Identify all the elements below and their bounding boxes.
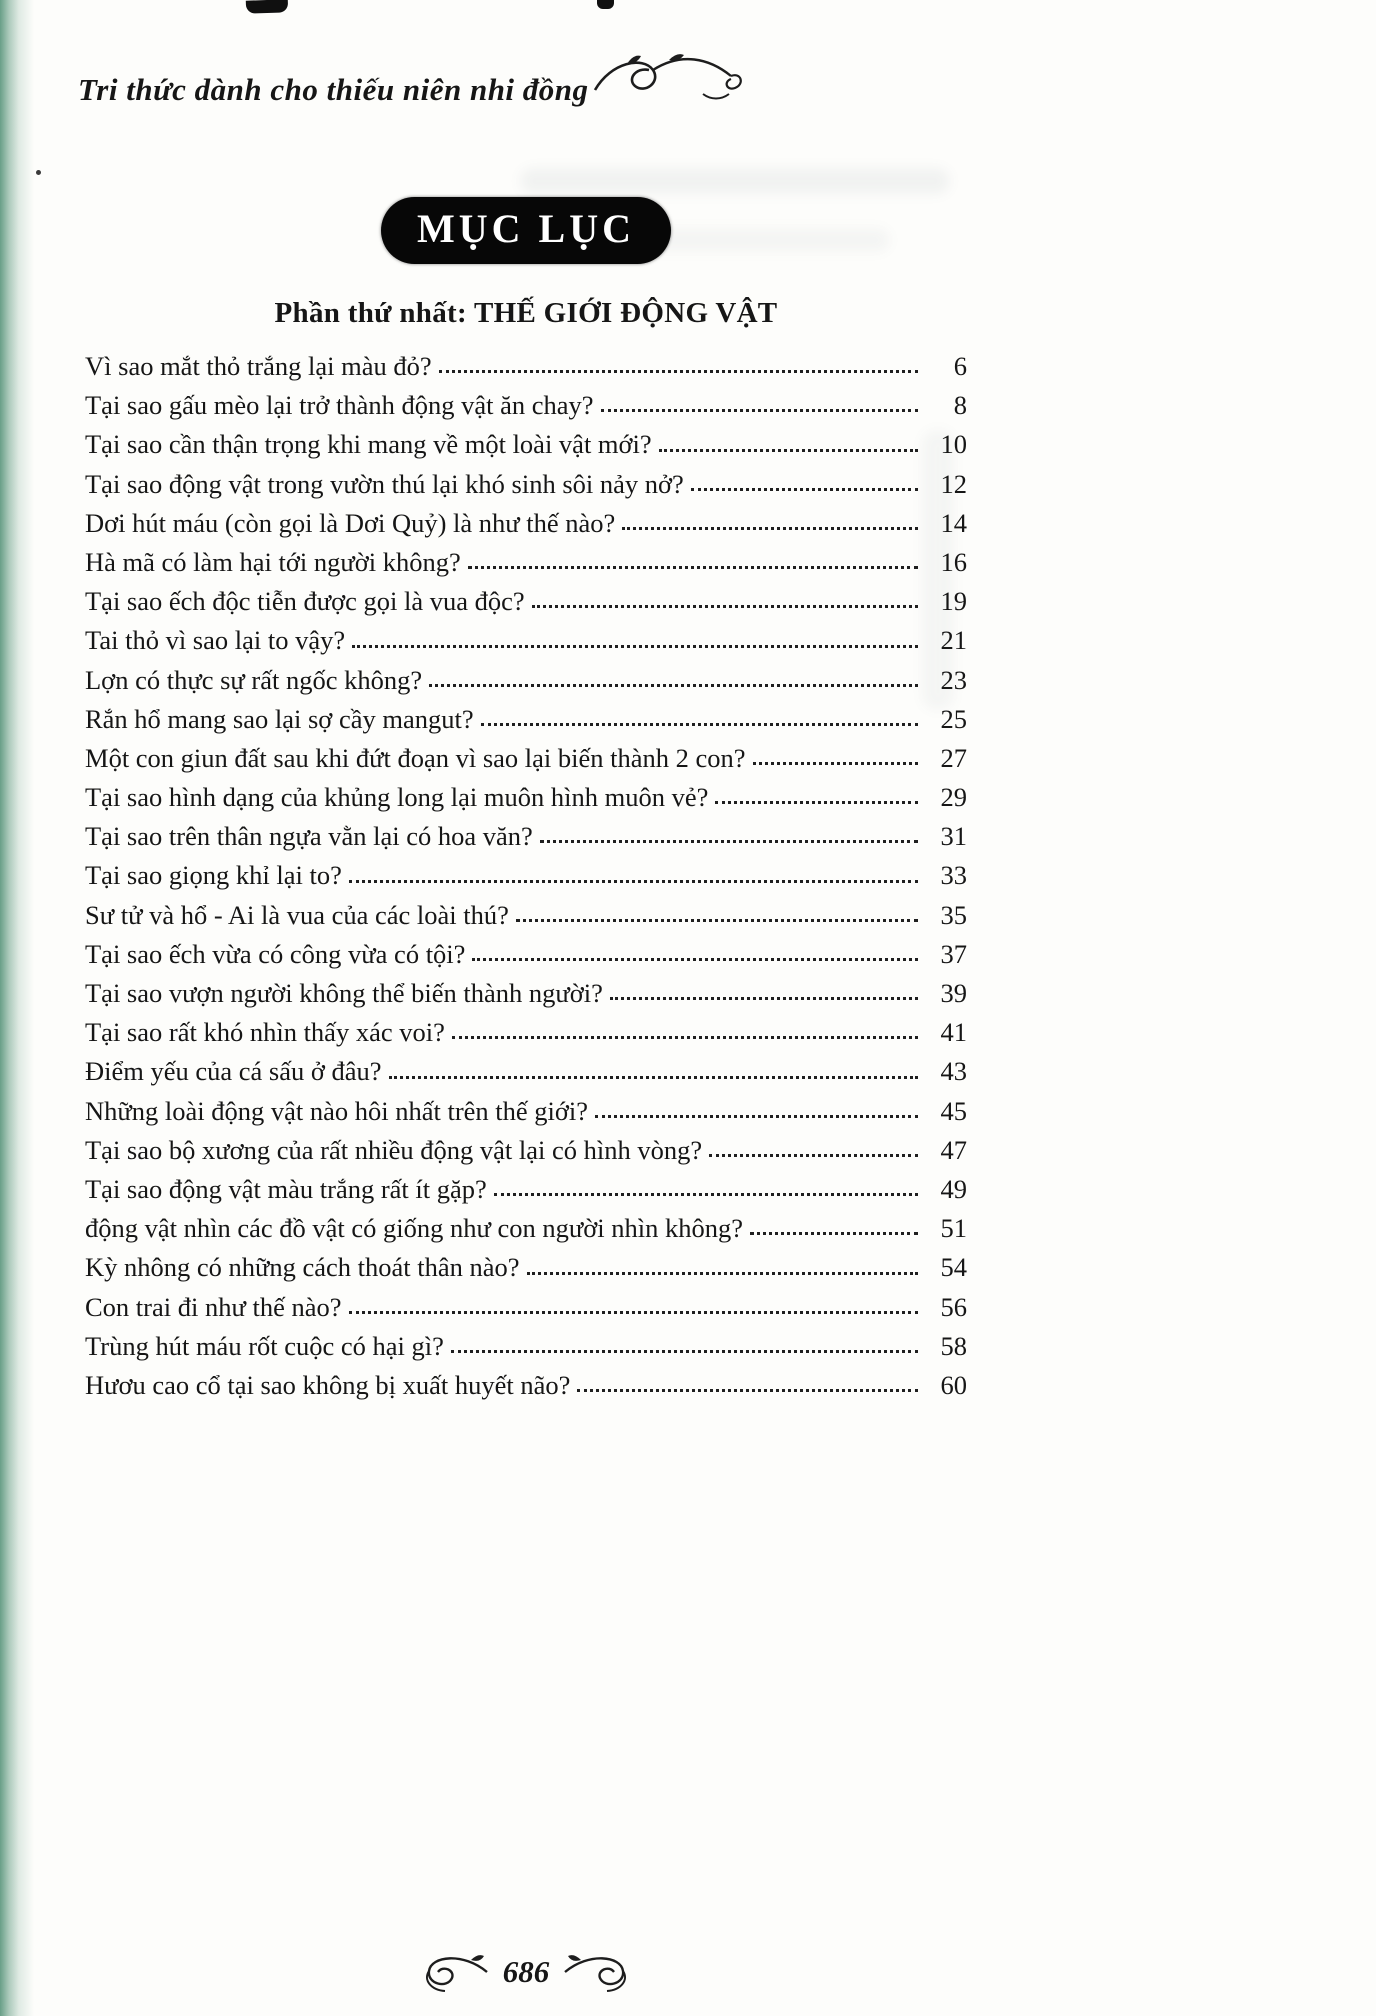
toc-entry-page: 54 [940, 1252, 967, 1283]
toc-entry-title: Rắn hổ mang sao lại sợ cầy mangut? [85, 703, 474, 734]
toc-entry-title: Kỳ nhông có những cách thoát thân nào? [85, 1252, 520, 1283]
dot-leader [750, 1232, 918, 1235]
toc-entry-page: 49 [940, 1173, 967, 1204]
toc-entry-title: Tại sao bộ xương của rất nhiều động vật lại có hình vòng? [85, 1134, 703, 1165]
toc-entry [85, 580, 967, 619]
dot-leader [389, 1076, 918, 1079]
toc-entry [85, 1050, 967, 1089]
toc-entry-page: 23 [940, 664, 967, 695]
toc-entry [85, 1090, 967, 1129]
toc-entry-title: Hà mã có làm hại tới người không? [85, 546, 461, 577]
dot-leader [516, 919, 918, 922]
dot-leader [691, 488, 918, 491]
page-number: 686 [502, 1954, 550, 1989]
scan-artifact [597, 0, 614, 9]
dot-leader [429, 684, 918, 687]
toc-entry-page: 47 [940, 1134, 967, 1165]
toc-entry-title: Hươu cao cổ tại sao không bị xuất huyết não? [85, 1369, 571, 1400]
toc-entry-title: Lợn có thực sự rất ngốc không? [85, 664, 423, 695]
dot-leader [595, 1115, 918, 1118]
dot-leader [577, 1389, 918, 1392]
toc-entry-page: 56 [940, 1291, 967, 1322]
toc-entry-page: 43 [940, 1056, 967, 1087]
section-heading: Phần thứ nhất: THẾ GIỚI ĐỘNG VẬT [274, 297, 778, 329]
dot-leader [532, 605, 918, 608]
toc-entry-page: 21 [940, 625, 967, 656]
dot-leader [349, 880, 918, 883]
dot-leader [753, 762, 918, 765]
dot-leader [468, 566, 918, 569]
toc-entry [85, 619, 967, 658]
toc-entry-title: Những loài động vật nào hôi nhất trên thế giới? [85, 1095, 589, 1126]
toc-entry [85, 1207, 967, 1246]
dot-leader [349, 1311, 919, 1314]
toc-entry-title: Tại sao rất khó nhìn thấy xác voi? [85, 1017, 445, 1048]
toc-entry-page: 16 [940, 546, 967, 577]
toc-entry [85, 1246, 967, 1285]
toc-entry-page: 39 [940, 978, 967, 1009]
scan-artifact [246, 0, 288, 14]
toc-entry-title: Trùng hút máu rốt cuộc có hại gì? [85, 1330, 444, 1361]
toc-entry-page: 25 [940, 703, 967, 734]
dot-leader [452, 1036, 918, 1039]
muc-luc-badge [381, 197, 671, 264]
toc-entry [85, 1286, 967, 1325]
toc-entry [85, 659, 967, 698]
toc-entry-page: 35 [940, 899, 967, 930]
toc-entry [85, 894, 967, 933]
dot-leader [439, 370, 918, 373]
toc-entry-page: 12 [940, 468, 967, 499]
toc-entry [85, 737, 967, 776]
toc-entry-title: Tại sao động vật trong vườn thú lại khó sinh sôi nảy nở? [85, 468, 684, 499]
toc-entry-title: Vì sao mắt thỏ trắng lại màu đỏ? [85, 351, 432, 382]
toc-entry-title: Tai thỏ vì sao lại to vậy? [85, 625, 346, 656]
footer-flourish-right-icon [561, 1950, 633, 1994]
toc-list [85, 345, 967, 1403]
toc-entry-page: 45 [940, 1095, 967, 1126]
toc-entry-page: 33 [940, 860, 967, 891]
dot-leader [494, 1193, 918, 1196]
toc-entry [85, 1325, 967, 1364]
toc-entry [85, 698, 967, 737]
toc-entry [85, 423, 967, 462]
toc-entry-title: Tại sao gấu mèo lại trở thành động vật ăn chay? [85, 390, 594, 421]
dot-leader [472, 958, 918, 961]
toc-entry [85, 463, 967, 502]
dot-leader [610, 997, 918, 1000]
toc-entry [85, 1168, 967, 1207]
toc-entry [85, 972, 967, 1011]
toc-entry [85, 502, 967, 541]
toc-entry-page: 37 [940, 938, 967, 969]
page-header [78, 50, 751, 108]
toc-entry-page: 29 [940, 782, 967, 813]
dot-leader [659, 449, 918, 452]
toc-entry-title: Tại sao ếch vừa có công vừa có tội? [85, 938, 466, 969]
toc-entry-title: Dơi hút máu (còn gọi là Dơi Quỷ) là như thế nào? [85, 507, 616, 538]
toc-entry-title: Tại sao vượn người không thể biến thành người? [85, 978, 603, 1009]
toc-entry [85, 384, 967, 423]
header-flourish-icon [591, 50, 751, 106]
toc-entry-title: Tại sao hình dạng của khủng long lại muôn hình muôn vẻ? [85, 782, 709, 813]
toc-entry [85, 541, 967, 580]
toc-entry [85, 815, 967, 854]
toc-entry-title: Tại sao trên thân ngựa vằn lại có hoa văn? [85, 821, 533, 852]
toc-entry [85, 1364, 967, 1403]
toc-entry-page: 51 [940, 1213, 967, 1244]
toc-entry-page: 31 [940, 821, 967, 852]
toc-entry-title: Tại sao giọng khỉ lại to? [85, 860, 342, 891]
toc-entry [85, 1129, 967, 1168]
toc-entry-title: Một con giun đất sau khi đứt đoạn vì sao lại biến thành 2 con? [85, 742, 746, 773]
dot-leader [352, 645, 918, 648]
muc-luc-badge-label: MỤC LỤC [417, 206, 635, 251]
dot-leader [715, 801, 918, 804]
dot-leader [709, 1154, 918, 1157]
scan-artifact [36, 170, 41, 175]
toc-entry-page: 60 [940, 1369, 967, 1400]
toc-entry-page: 27 [940, 742, 967, 773]
dot-leader [540, 840, 918, 843]
toc-entry-page: 10 [940, 429, 967, 460]
scan-binding-edge [0, 0, 34, 2016]
dot-leader [601, 409, 918, 412]
toc-entry [85, 776, 967, 815]
page-footer [85, 1950, 967, 1994]
toc-entry-title: Tại sao ếch độc tiễn được gọi là vua độc? [85, 586, 525, 617]
toc-entry [85, 1011, 967, 1050]
toc-entry [85, 345, 967, 384]
dot-leader [527, 1272, 918, 1275]
toc-entry-page: 6 [953, 351, 967, 382]
badge-row [85, 197, 967, 264]
toc-entry-page: 58 [940, 1330, 967, 1361]
toc-entry-title: Điểm yếu của cá sấu ở đâu? [85, 1056, 382, 1087]
toc-entry [85, 854, 967, 893]
toc-entry-title: Tại sao động vật màu trắng rất ít gặp? [85, 1173, 487, 1204]
toc-entry-page: 14 [940, 507, 967, 538]
toc-entry-page: 8 [953, 390, 967, 421]
series-title: Tri thức dành cho thiếu niên nhi đồng [78, 72, 589, 107]
toc-entry-title: Tại sao cần thận trọng khi mang về một loài vật mới? [85, 429, 652, 460]
toc-entry [85, 933, 967, 972]
toc-entry-title: Sư tử và hổ - Ai là vua của các loài thú? [85, 899, 509, 930]
toc-entry-title: động vật nhìn các đồ vật có giống như con người nhìn không? [85, 1213, 744, 1244]
dot-leader [622, 527, 918, 530]
dot-leader [451, 1350, 918, 1353]
toc-entry-page: 19 [940, 586, 967, 617]
bleed-through-smudge [520, 168, 950, 194]
dot-leader [481, 723, 918, 726]
toc-entry-title: Con trai đi như thế nào? [85, 1291, 342, 1322]
footer-flourish-left-icon [419, 1950, 491, 1994]
toc-entry-page: 41 [940, 1017, 967, 1048]
